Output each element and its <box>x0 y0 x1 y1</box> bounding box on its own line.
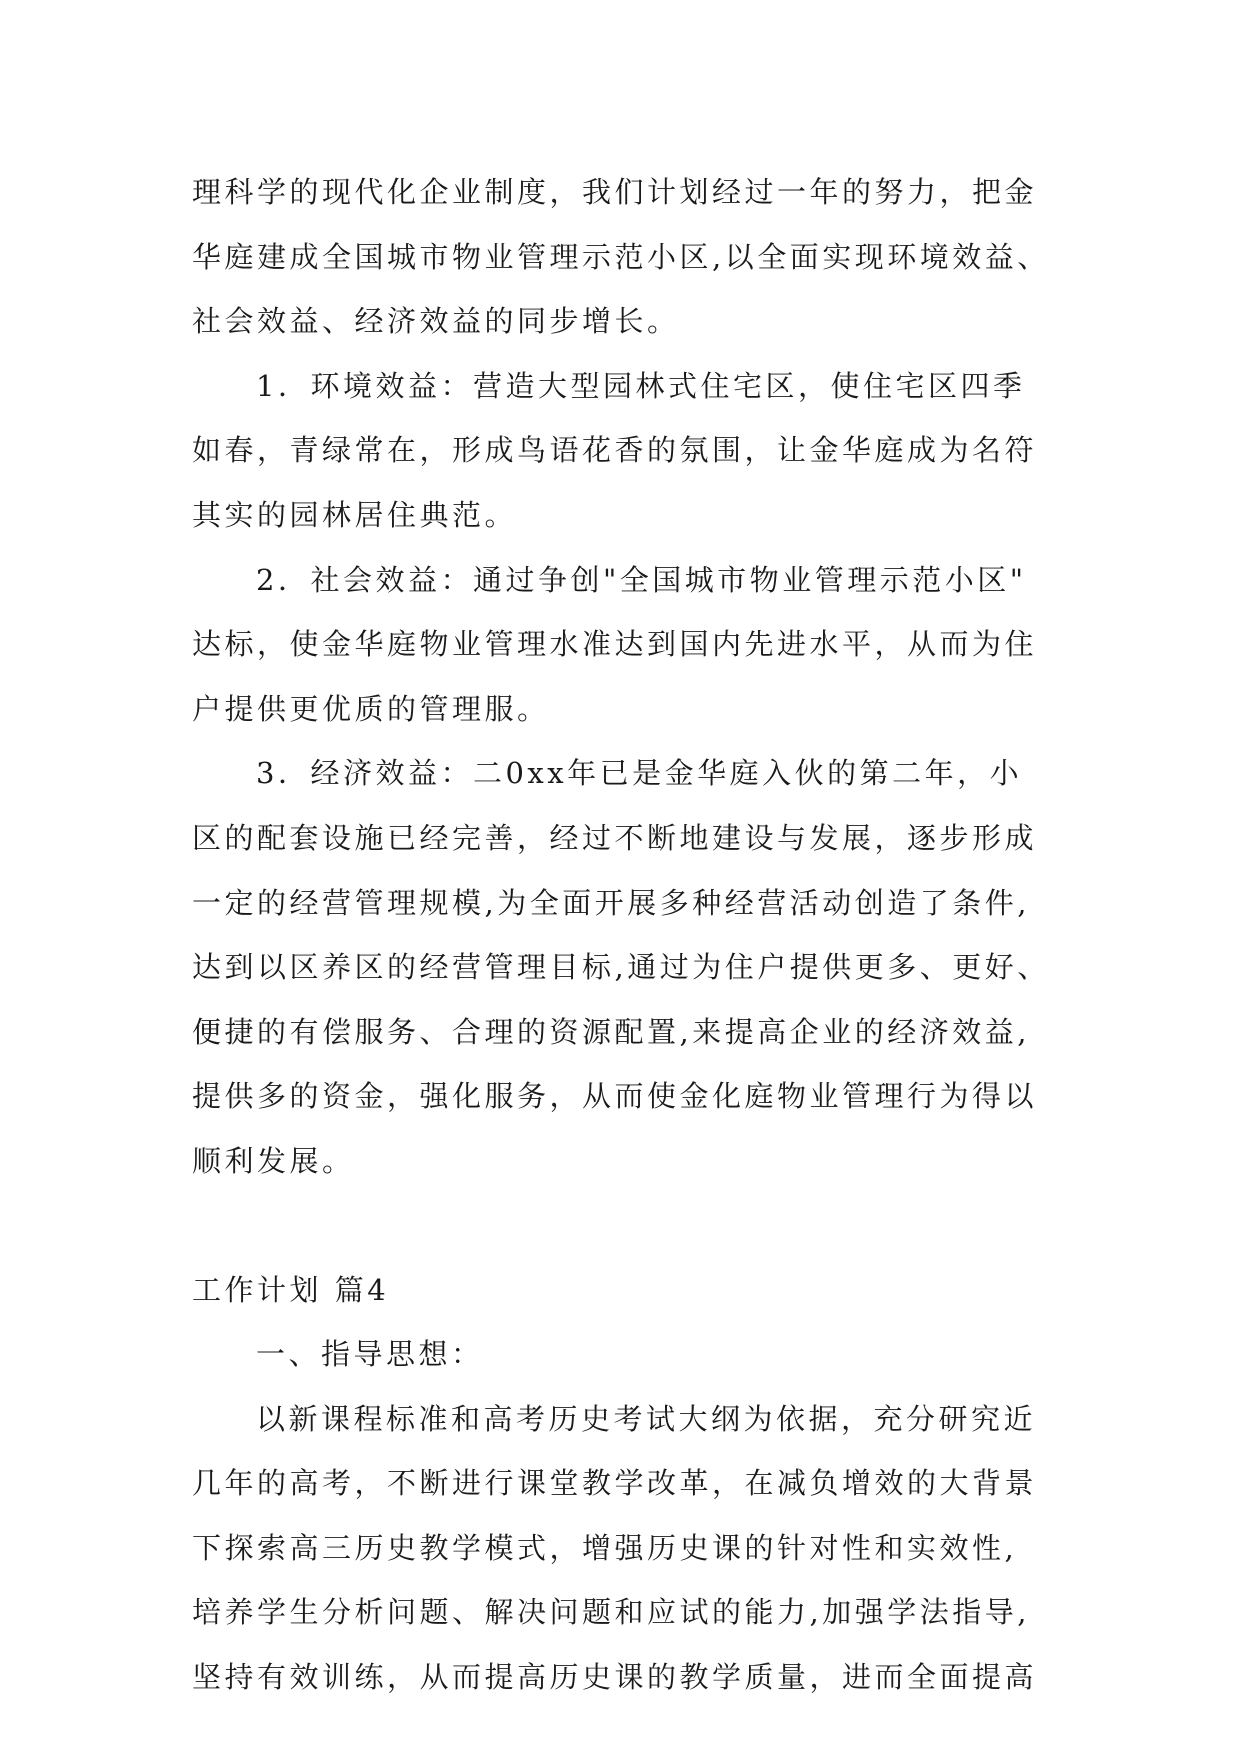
text-line: 1．环境效益：营造大型园林式住宅区，使住宅区四季 <box>256 368 1026 403</box>
text-line: 坚持有效训练，从而提高历史课的教学质量，进而全面提高 <box>192 1660 1038 1695</box>
text-line: 区的配套设施已经完善，经过不断地建设与发展，逐步形成 <box>192 820 1038 855</box>
text-line: 培养学生分析问题、解决问题和应试的能力,加强学法指导, <box>192 1595 1030 1630</box>
text-line: 一定的经营管理规模,为全面开展多种经营活动创造了条件, <box>192 885 1030 920</box>
text-line: 便捷的有偿服务、合理的资源配置,来提高企业的经济效益, <box>192 1014 1030 1049</box>
text-line: 达到以区养区的经营管理目标,通过为住户提供更多、更好、 <box>192 950 1050 985</box>
subsection-heading: 一、指导思想： <box>256 1337 484 1372</box>
text-line: 理科学的现代化企业制度，我们计划经过一年的努力，把金 <box>192 175 1038 209</box>
text-line: 以新课程标准和高考历史考试大纲为依据，充分研究近 <box>256 1401 1037 1436</box>
text-line: 其实的园林居住典范。 <box>192 497 518 532</box>
text-line: 户提供更优质的管理服。 <box>192 691 550 726</box>
text-line: 如春，青绿常在，形成鸟语花香的氛围，让金华庭成为名符 <box>192 433 1038 468</box>
text-line: 达标，使金华庭物业管理水准达到国内先进水平，从而为住 <box>192 627 1038 662</box>
text-line: 社会效益、经济效益的同步增长。 <box>192 304 680 339</box>
text-line: 华庭建成全国城市物业管理示范小区,以全面实现环境效益、 <box>192 239 1050 274</box>
section-heading: 工作计划 篇4 <box>192 1272 390 1307</box>
text-line: 3．经济效益：二0xx年已是金华庭入伙的第二年，小 <box>256 756 1023 791</box>
text-line: 顺利发展。 <box>192 1143 355 1178</box>
text-line: 2．社会效益：通过争创"全国城市物业管理示范小区" <box>256 562 1027 597</box>
text-line: 几年的高考，不断进行课堂教学改革，在减负增效的大背景 <box>192 1466 1038 1501</box>
document-body <box>192 160 1072 1710</box>
text-line: 下探索高三历史教学模式，增强历史课的针对性和实效性, <box>192 1530 1018 1565</box>
section-gap <box>192 1194 1072 1258</box>
text-line: 提供多的资金，强化服务，从而使金化庭物业管理行为得以 <box>192 1079 1038 1114</box>
